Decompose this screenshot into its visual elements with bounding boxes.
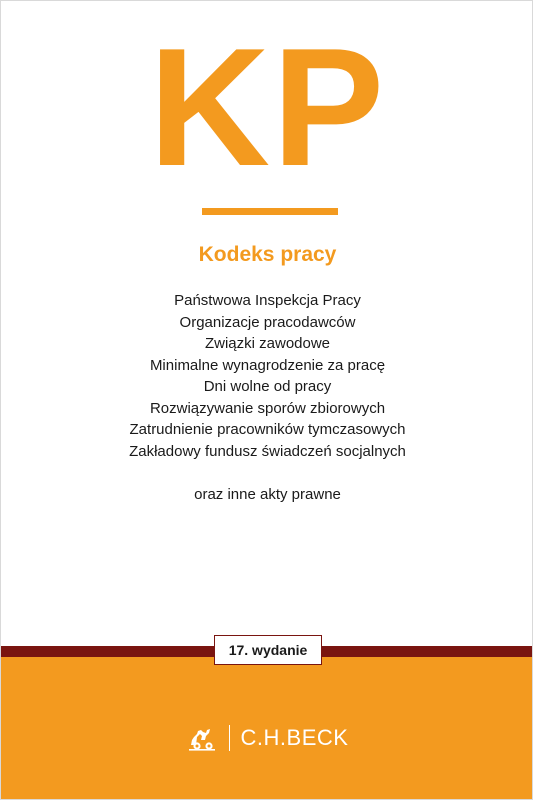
title-underline (202, 208, 338, 215)
edition-badge: 17. wydanie (214, 635, 322, 665)
list-item: Zatrudnienie pracowników tymczasowych (129, 421, 406, 438)
list-item: Zakładowy fundusz świadczeń socjalnych (129, 442, 406, 460)
publisher-mark (1, 723, 533, 753)
publisher-divider (229, 725, 230, 751)
list-item: Minimalne wynagrodzenie za pracę (149, 356, 386, 374)
list-item: Państwowa Inspekcja Pracy (174, 292, 361, 309)
publisher-name: C.H.BECK (240, 725, 349, 750)
cover-title: KP (148, 13, 387, 201)
list-item: Organizacje pracodawców (179, 313, 356, 331)
list-item: Dni wolne od pracy (203, 378, 332, 395)
list-item: Związki zawodowe (204, 335, 331, 352)
cover-subtitle: Kodeks pracy (198, 243, 337, 266)
list-item: Rozwiązywanie sporów zbiorowych (149, 399, 386, 417)
other-acts-note: oraz inne akty prawne (194, 486, 341, 503)
chbeck-griffin-icon (187, 725, 217, 751)
acts-list (1, 290, 533, 462)
